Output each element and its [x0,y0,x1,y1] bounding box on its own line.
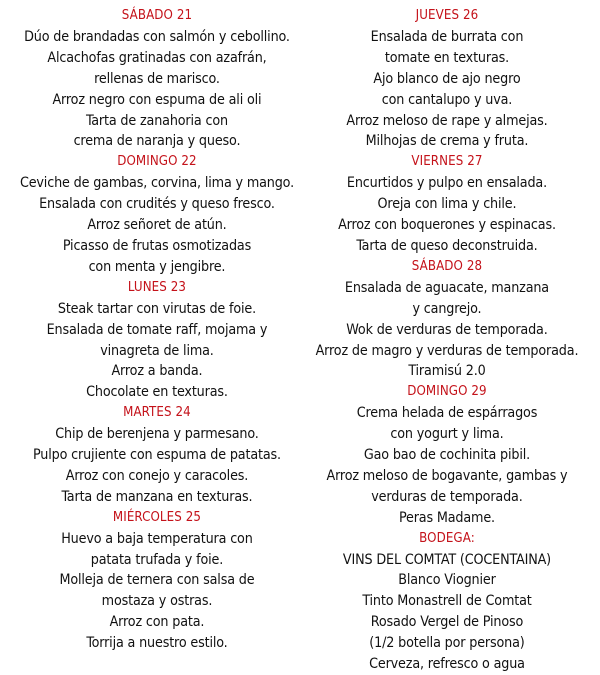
menu-text-line: con menta y jengibre. [88,258,226,275]
menu-text-line: Rosado Vergel de Pinoso [370,614,524,631]
menu-text-line: tomate en texturas. [384,49,510,66]
menu-text-line: Tiramisú 2.0 [408,363,486,380]
menu-text-line: vinagreta de lima. [100,342,214,359]
day-heading: DOMINGO 29 [407,384,487,400]
menu-text-line: Ceviche de gambas, corvina, lima y mango. [19,175,294,192]
menu-day-section [24,6,290,152]
menu-text-line: Arroz con pata. [109,614,205,631]
menu-day-section [20,152,294,277]
menu-day-section [59,508,254,654]
menu-text-line: patata trufada y foie. [90,551,224,568]
menu-text-line: Ensalada de burrata con [370,28,524,45]
day-heading: BODEGA: [419,530,475,546]
menu-text-line: Alcachofas gratinadas con azafrán, [47,49,267,66]
menu-text-line: Wok de verduras de temporada. [346,321,548,338]
menu-day-section [33,403,281,508]
menu-text-line: Tinto Monastrell de Comtat [362,593,532,610]
menu-text-line: y cangrejo. [412,300,482,317]
menu-text-line: VINS DEL COMTAT (COCENTAINA) [342,551,552,568]
menu-text-line: Blanco Viognier [398,572,496,589]
menu-text-line: (1/2 botella por persona) [369,635,525,652]
menu-text-line: Encurtidos y pulpo en ensalada. [346,175,548,192]
menu-text-line: Milhojas de crema y fruta. [365,133,529,150]
menu-text-line: Steak tartar con virutas de foie. [57,300,257,317]
menu-text-line: Dúo de brandadas con salmón y cebollino. [24,28,290,45]
menu-day-section [346,6,547,152]
menu-text-line: Arroz con boquerones y espinacas. [338,217,556,234]
menu-text-line: Chip de berenjena y parmesano. [55,426,259,443]
day-heading: MARTES 24 [123,405,191,421]
day-heading: SÁBADO 21 [121,8,193,23]
menu-day-section [47,278,268,403]
menu-day-section [343,529,551,675]
menu-text-line: Peras Madame. [398,509,495,526]
menu-text-line: Arroz señoret de atún. [87,217,227,234]
menu-text-line: con cantalupo y uva. [381,91,513,108]
menu-column-right [306,6,588,675]
menu-text-line: Tarta de zanahoria con [85,112,228,129]
menu-text-line: con yogurt y lima. [390,426,504,443]
menu-text-line: Gao bao de cochinita pibil. [363,447,531,464]
menu-text-line: Chocolate en texturas. [86,384,228,401]
menu-text-line: Arroz de magro y verduras de temporada. [315,342,579,359]
menu-day-section [338,152,556,257]
menu-text-line: Picasso de frutas osmotizadas [62,237,252,254]
menu-column-left [8,6,306,675]
menu-text-line: Arroz a banda. [111,363,203,380]
menu-text-line: Torrija a nuestro estilo. [86,635,228,652]
menu-day-section [316,257,579,382]
menu-text-line: Molleja de ternera con salsa de [59,572,255,589]
menu-text-line: Pulpo crujiente con espuma de patatas. [33,447,281,464]
menu-text-line: Huevo a baja temperatura con [61,530,253,547]
menu-text-line: Arroz meloso de rape y almejas. [346,112,548,129]
menu-text-line: Tarta de manzana en texturas. [61,488,253,505]
menu-text-line: Ajo blanco de ajo negro [373,70,521,87]
menu-text-line: Ensalada de aguacate, manzana [344,279,549,296]
menu-day-section [326,382,567,528]
day-heading: SÁBADO 28 [411,258,483,274]
menu-text-line: crema de naranja y queso. [73,133,241,150]
menu-text-line: verduras de temporada. [371,488,523,505]
menu-text-line: Arroz meloso de bogavante, gambas y [326,467,568,484]
day-heading: MIÉRCOLES 25 [112,509,202,525]
day-heading: DOMINGO 22 [117,154,197,170]
menu-text-line: Arroz negro con espuma de ali oli [52,91,262,108]
menu-text-line: mostaza y ostras. [101,593,213,610]
menu-text-line: Cerveza, refresco o agua [369,656,525,673]
menu-text-line: Oreja con lima y chile. [377,196,517,213]
day-heading: JUEVES 26 [415,8,479,23]
menu-text-line: Arroz con conejo y caracoles. [65,467,249,484]
menu-text-line: Ensalada con crudités y queso fresco. [39,196,275,213]
menu-text-line: rellenas de marisco. [94,70,220,87]
menu-text-line: Ensalada de tomate raff, mojama y [46,321,268,338]
menu-text-line: Crema helada de espárragos [356,405,538,422]
day-heading: LUNES 23 [127,279,187,295]
day-heading: VIERNES 27 [411,154,483,170]
menu-text-line: Tarta de queso deconstruida. [356,237,538,254]
